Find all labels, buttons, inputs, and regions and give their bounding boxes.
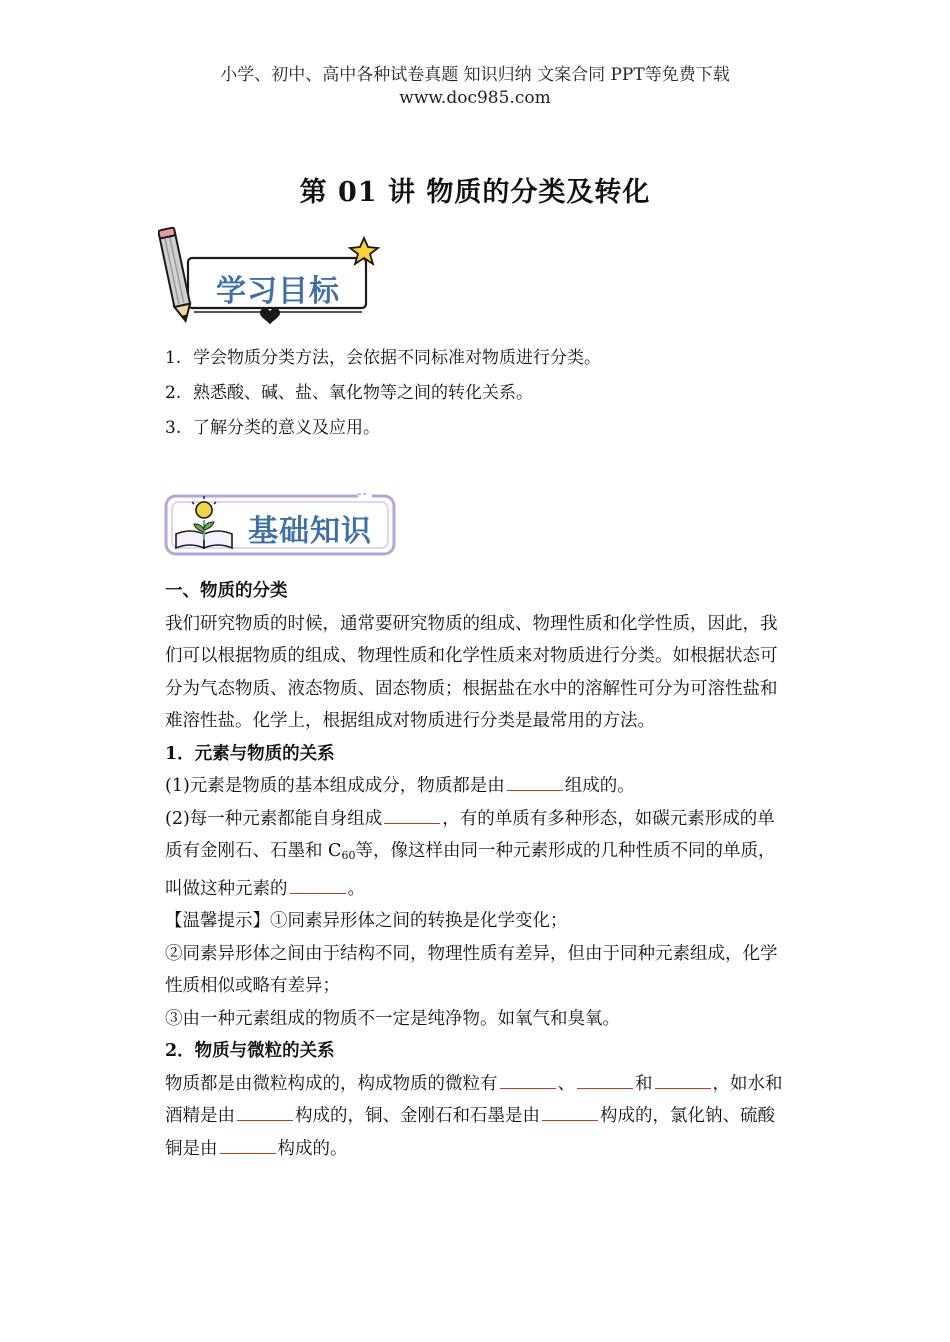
fill-blank[interactable] (507, 772, 563, 791)
text-fragment: 等，像这样由同一种元素形成的几种性质不同的单质，叫做这种元素的 (165, 841, 776, 899)
text-fragment: (2)每一种元素都能自身组成 (165, 808, 383, 829)
paragraph-element-composition (165, 770, 787, 803)
paragraph-particles (165, 1068, 787, 1166)
fill-blank[interactable] (237, 1102, 293, 1121)
basic-knowledge-label: 基础知识 (248, 514, 372, 549)
goal-text: 熟悉酸、碱、盐、氧化物等之间的转化关系。 (193, 383, 533, 403)
fill-blank[interactable] (220, 1135, 276, 1154)
goal-number: 2. (165, 383, 182, 403)
tip-line: ③由一种元素组成的物质不一定是纯净物。如氧气和臭氧。 (165, 1008, 620, 1029)
header-line-1: 小学、初中、高中各种试卷真题 知识归纳 文案合同 PPT等免费下载 (220, 65, 730, 85)
goal-item (165, 376, 805, 411)
goal-number: 1. (165, 348, 182, 368)
fill-blank[interactable] (290, 875, 346, 894)
text-fragment: 组成的。 (564, 776, 635, 796)
tip-line: 【温馨提示】①同素异形体之间的转换是化学变化； (165, 911, 568, 931)
fill-blank[interactable] (500, 1070, 556, 1089)
tip-line: ②同素异形体之间由于结构不同，物理性质有差异，但由于同种元素组成，化学性质相似或略有差异； (165, 943, 778, 996)
goal-item (165, 341, 805, 376)
page-title: 第 01 讲 物质的分类及转化 (299, 177, 651, 208)
text-fragment: 构成的。 (277, 1138, 348, 1159)
paragraph-allotropes (165, 803, 787, 906)
text-fragment: 构成的，铜、金刚石和石墨是由 (295, 1106, 540, 1126)
learning-goals-list (165, 341, 805, 446)
text-fragment: 物质都是由微粒构成的，构成物质的微粒有 (165, 1073, 498, 1094)
text-fragment: 、 (557, 1073, 575, 1094)
fill-blank[interactable] (384, 805, 440, 824)
goal-text: 了解分类的意义及应用。 (193, 418, 380, 438)
text-fragment: ，有的单质有多种形态，如碳元素形成的单质有金刚石、石墨和 C (165, 808, 775, 861)
subsection-heading: 2．物质与微粒的关系 (165, 1041, 335, 1061)
page-header (0, 64, 950, 110)
header-website: www.doc985.com (399, 88, 551, 108)
main-content (165, 575, 787, 1165)
subscript: 60 (341, 849, 356, 862)
text-fragment: 和 (635, 1073, 653, 1094)
text-fragment: (1)元素是物质的基本组成成分，物质都是由 (165, 776, 505, 796)
basic-knowledge-banner (162, 490, 402, 560)
fill-blank[interactable] (577, 1070, 633, 1089)
section-intro: 我们研究物质的时候，通常要研究物质的组成、物理性质和化学性质，因此，我们可以根据物质的组成、物理性质和化学性质来对物质进行分类。如根据状态可分为气态物质、液态物质、固态物质；根据盐在水中的溶解性可分为可溶性盐和难溶性盐。化学上，根据组成对物质进行分类是最常用的方法。 (165, 613, 778, 731)
fill-blank[interactable] (655, 1070, 711, 1089)
text-fragment: ，如水和酒精是由 (165, 1073, 783, 1126)
subsection-heading: 1．元素与物质的关系 (165, 743, 335, 764)
fill-blank[interactable] (542, 1102, 598, 1121)
section-heading: 一、物质的分类 (165, 581, 288, 601)
goal-number: 3. (165, 418, 182, 438)
learning-goals-label: 学习目标 (216, 274, 340, 309)
goal-text: 学会物质分类方法，会依据不同标准对物质进行分类。 (193, 348, 601, 368)
learning-goals-banner (158, 226, 388, 326)
text-fragment: 构成的，氯化钠、硫酸铜是由 (165, 1106, 775, 1159)
goal-item (165, 411, 805, 446)
text-fragment: 。 (347, 878, 365, 899)
